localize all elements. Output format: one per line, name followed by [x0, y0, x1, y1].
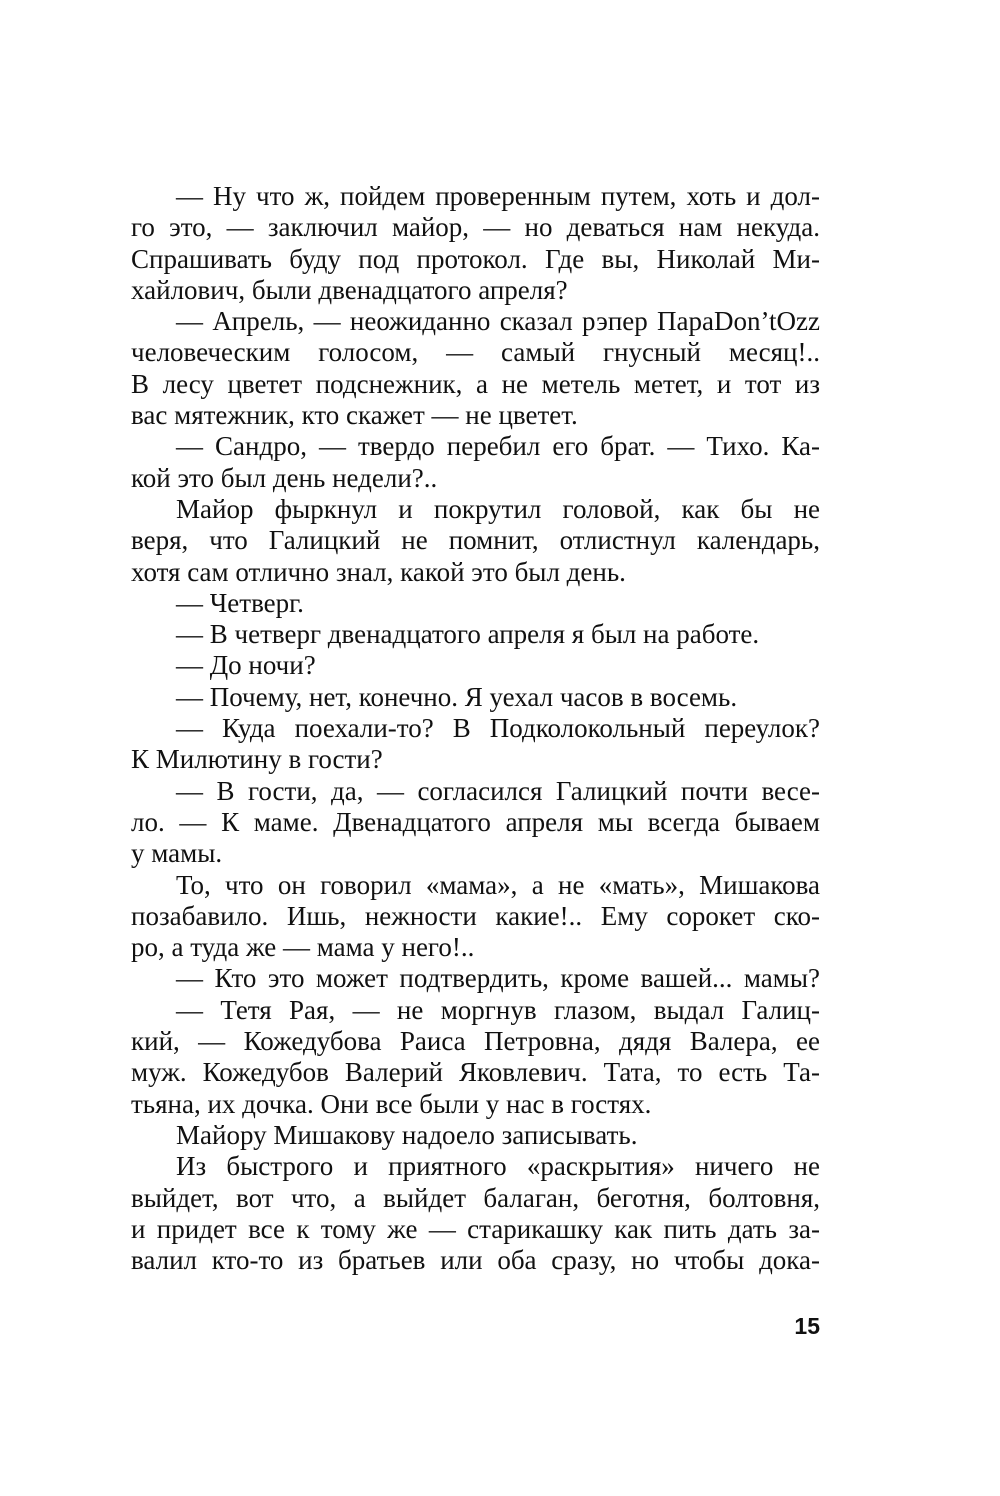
- text-line: Майору Мишакову надоело записывать.: [176, 1119, 638, 1150]
- text-line: позабавило. Ишь, нежности какие!.. Ему сорокет ско-: [131, 900, 820, 931]
- text-line: — В четверг двенадцатого апреля я был на работе.: [176, 619, 760, 650]
- text-line: муж. Кожедубов Валерий Яковлевич. Тата, то есть Та-: [131, 1057, 820, 1088]
- text-line: — До ночи?: [176, 650, 316, 681]
- text-line: тьяна, их дочка. Они все были у нас в гостях.: [131, 1088, 652, 1119]
- text-line: То, что он говорил «мама», а не «мать», Мишакова: [176, 869, 820, 900]
- text-line: выйдет, вот что, а выйдет балаган, беготня, болтовня,: [131, 1182, 820, 1213]
- text-line: В лесу цветет подснежник, а не метель метет, и тот из: [131, 368, 820, 399]
- text-line: ро, а туда же — мама у него!..: [131, 932, 475, 963]
- body-text: [131, 181, 820, 1276]
- text-line: человеческим голосом, — самый гнусный месяц!..: [131, 337, 820, 368]
- text-line: хотя сам отлично знал, какой это был день.: [131, 556, 626, 587]
- text-line: Майор фыркнул и покрутил головой, как бы не: [176, 493, 820, 524]
- text-line: — Тетя Рая, — не моргнув глазом, выдал Галиц-: [176, 994, 820, 1025]
- text-line: кий, — Кожедубова Раиса Петровна, дядя Валера, ее: [131, 1026, 820, 1057]
- text-line: кой это был день недели?..: [131, 462, 438, 493]
- text-line: валил кто-то из братьев или оба сразу, но чтобы дока-: [131, 1245, 820, 1276]
- text-line: — Ну что ж, пойдем проверенным путем, хоть и дол-: [176, 181, 820, 211]
- text-line: — Четверг.: [176, 587, 304, 618]
- text-line: — Куда поехали-то? В Подколокольный переулок?: [176, 713, 820, 744]
- text-line: веря, что Галицкий не помнит, отлистнул календарь,: [131, 525, 820, 556]
- text-line: — Почему, нет, конечно. Я уехал часов в восемь.: [176, 681, 738, 712]
- text-line: — В гости, да, — согласился Галицкий почти весе-: [176, 775, 820, 806]
- text-line: ло. — К маме. Двенадцатого апреля мы всегда бываем: [131, 806, 820, 837]
- text-line: — Кто это может подтвердить, кроме вашей... мамы?: [176, 963, 820, 994]
- text-line: — Апрель, — неожиданно сказал рэпер ПараDon’tOzz: [176, 306, 820, 337]
- text-line: го это, — заключил майор, — но деваться нам некуда.: [131, 212, 820, 243]
- text-line: К Милютину в гости?: [131, 744, 383, 775]
- text-line: у мамы.: [131, 838, 223, 869]
- text-line: вас мятежник, кто скажет — не цветет.: [131, 400, 578, 431]
- text-line: хайлович, были двенадцатого апреля?: [131, 274, 568, 305]
- text-line: и придет все к тому же — старикашку как пить дать за-: [131, 1213, 820, 1244]
- text-line: — Сандро, — твердо перебил его брат. — Тихо. Ка-: [176, 431, 820, 462]
- text-line: Спрашивать буду под протокол. Где вы, Николай Ми-: [131, 243, 820, 274]
- page-number: 15: [794, 1313, 820, 1339]
- text-line: Из быстрого и приятного «раскрытия» ничего не: [176, 1151, 820, 1182]
